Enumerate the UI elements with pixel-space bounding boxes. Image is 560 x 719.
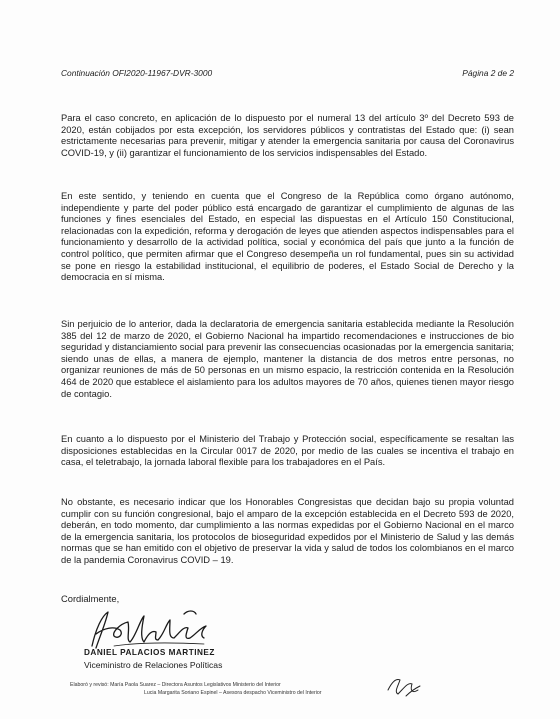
paragraph-exception: Para el caso concreto, en aplicación de lo dispuesto por el numeral 13 del artículo 3º del Decreto 593 de 2020, están cobijados por esta excepción, los servidores públicos y contratistas del Estado que: (i) sean estrictamente necesarias para prevenir, mitigar y atender la emergencia sanitaria por causa del Coronavirus COVID-19, y (ii) garantizar el funcionamiento de los servicios indispensables del Estado.	[61, 113, 514, 158]
paragraph-congress-obligations: No obstante, es necesario indicar que los Honorables Congresistas que decidan bajo su propia voluntad cumplir con su función congresional, bajo el amparo de la excepción establecida en el Decreto 593 de 2020, deberán, en todo momento, dar cumplimiento a las normas expedidas por el Gobierno Nacional en el marco de la emergencia sanitaria, los protocolos de bioseguridad expedidos por el Ministerio de Salud y las demás normas que se han emitido con el objetivo de preservar la vida y salud de todos los colombianos en el marco de la pandemia Coronavirus COVID – 19.	[61, 497, 514, 565]
signer-name: DANIEL PALACIOS MARTINEZ	[84, 648, 215, 657]
footer-line-advisor: Lucia Margarita Soriano Espinel – Asesora despacho Viceministro del Interior	[144, 690, 322, 696]
handwritten-initials	[384, 670, 424, 700]
paragraph-congress-role: En este sentido, y teniendo en cuenta que el Congreso de la República como órgano autónomo, independiente y parte del poder público está encargado de garantizar el cumplimiento de algunas de las funciones y fines esenciales del Estado, en especial las dispuestas en el Artículo 150 Constitucional, relacionadas con la expedición, reforma y derogación de leyes que atienden aspectos indispensables para el funcionamiento y desarrollo de la actividad política, social y económica del país que junto a la función de control político, que permiten afirmar que el Congreso desempeña un rol fundamental, pues sin su actividad se pone en riesgo la estabilidad institucional, el equilibrio de poderes, el Estado Social de Derecho y la democracia en sí misma.	[61, 191, 514, 283]
document-reference: Continuación OFI2020-11967-DVR-3000	[61, 68, 213, 78]
closing-salutation: Cordialmente,	[61, 594, 120, 604]
drafting-footer	[70, 681, 490, 697]
page-number: Página 2 de 2	[462, 68, 514, 78]
paragraph-labor-ministry: En cuanto a lo dispuesto por el Ministerio del Trabajo y Protección social, específicamente se resaltan las disposiciones establecidas en la Circular 0017 de 2020, por medio de las cuales se incentiva el trabajo en casa, el teletrabajo, la jornada laboral flexible para los trabajadores en el País.	[61, 434, 514, 468]
paragraph-health-emergency: Sin perjuicio de lo anterior, dada la declaratoria de emergencia sanitaria establecida mediante la Resolución 385 del 12 de marzo de 2020, el Gobierno Nacional ha impartido recomendaciones e instrucciones de bio seguridad y distanciamiento social para prevenir las consecuencias ocasionadas por la emergencia sanitaria; siendo unas de ellas, a manera de ejemplo, mantener la distancia de dos metros entre personas, no organizar reuniones de más de 50 personas en un mismo espacio, la restricción contenida en la Resolución 464 de 2020 que establece el aislamiento para los adultos mayores de 70 años, quienes tienen mayor riesgo de contagio.	[61, 319, 514, 399]
signer-role: Viceministro de Relaciones Políticas	[84, 660, 223, 670]
footer-line-prepared-by: Elaboró y revisó: María Paola Suarez – Directora Asuntos Legislativos Ministerio del Interior	[70, 682, 281, 688]
handwritten-signature	[84, 606, 234, 654]
